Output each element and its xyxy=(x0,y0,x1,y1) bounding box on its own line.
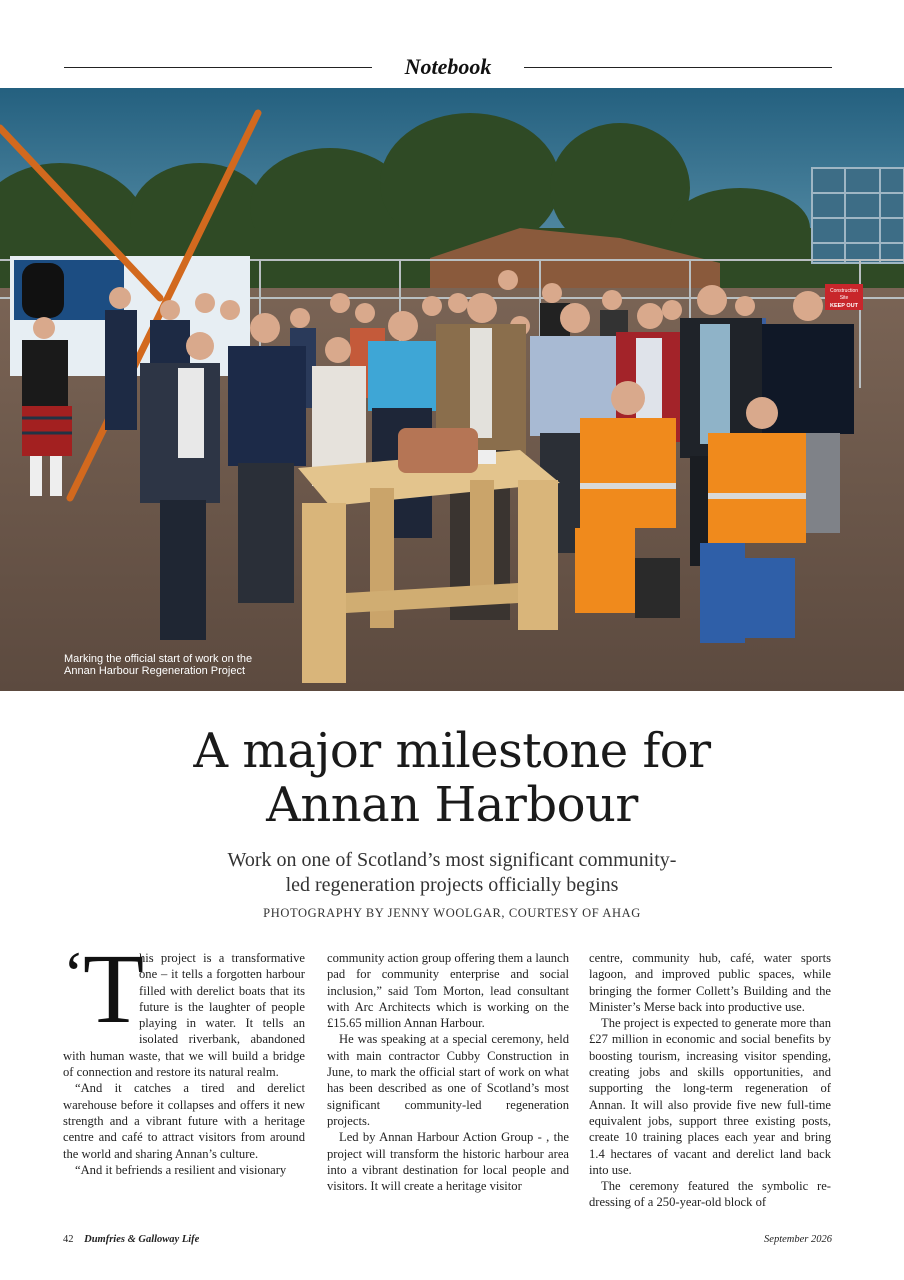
photo-caption xyxy=(64,653,364,677)
standfirst-line-1: Work on one of Scotland’s most significant community- xyxy=(227,849,677,871)
drop-cap-quote: ‘ xyxy=(63,938,85,1009)
photo-illustration xyxy=(0,88,904,691)
svg-text:Site: Site xyxy=(839,295,849,301)
section-label: Notebook xyxy=(404,54,492,79)
paragraph-6: Led by Annan Harbour Action Group - , the project will transform the historic harbour area into a vibrant destination for local people and visitors. It will create a heritage visitor xyxy=(327,1130,569,1194)
body-column-2 xyxy=(327,950,569,1194)
body-column-3 xyxy=(589,950,831,1211)
caption-line-2: Annan Harbour Regeneration Project xyxy=(64,665,246,677)
headline xyxy=(60,724,844,832)
header-rule-right xyxy=(524,67,832,68)
paragraph-3: “And it befriends a resilient and visionary xyxy=(75,1162,287,1177)
paragraph-7: centre, community hub, café, water sports lagoon, and improved public spaces, while bringing the former Collett’s Building and the Minister’s Merse back into productive use. xyxy=(589,951,831,1014)
paragraph-2: “And it catches a tired and derelict warehouse before it collapses and offers it new strength and a vibrant future with a heritage centre and café to attract visitors from around the world and sharing Annan’s culture. xyxy=(63,1081,305,1161)
page-number: 42 xyxy=(63,1234,74,1245)
paragraph-1-text: his project is a transformative one – it tells a forgotten harbour filled with derelict boats that its future is the laughter of people playing in water. It tells an isolated riverbank, abandoned with human waste, that we will build a bridge of connection and restore its natural realm. xyxy=(63,951,305,1080)
photo-credit: PHOTOGRAPHY BY JENNY WOOLGAR, COURTESY OF AHAG xyxy=(263,906,641,920)
section-header xyxy=(64,52,832,84)
svg-text:KEEP OUT: KEEP OUT xyxy=(829,303,859,309)
body-column-1 xyxy=(63,933,305,1178)
caption-line-1: Marking the official start of work on the xyxy=(64,653,253,665)
paragraph-5: He was speaking at a special ceremony, held with main contractor Cubby Construction in June, to mark the official start of work on what has been described as one of Scotland’s most significant community-led regeneration projects. xyxy=(327,1032,569,1128)
headline-line-2: Annan Harbour xyxy=(266,777,638,833)
paragraph-8: The project is expected to generate more than £27 million in economic and social benefits by boosting tourism, increasing visitor spending, creating jobs and skills opportunities, and supporting the long-term regeneration of Annan. It will also provide five new full-time equivalent jobs, support three existing posts, create 10 training places each year and bring 1.4 hectares of vacant and derelict land back into use. xyxy=(589,1016,831,1177)
standfirst xyxy=(170,848,734,898)
headline-line-1: A major milestone for xyxy=(193,723,711,779)
drop-cap-letter: T xyxy=(83,933,145,1044)
paragraph-4: community action group offering them a launch pad for community enterprise and social inclusion,” said Tom Morton, lead consultant with Arc Architects which is working on the £15.65 million Annan Harbour. xyxy=(327,951,569,1031)
paragraph-1 xyxy=(63,933,305,1080)
svg-text:Construction: Construction xyxy=(829,288,859,294)
issue-date: September 2026 xyxy=(764,1234,832,1245)
standfirst-line-2: led regeneration projects officially begins xyxy=(285,874,619,896)
page-footer-left xyxy=(63,1234,199,1245)
keep-out-sign xyxy=(825,284,863,310)
header-rule-left xyxy=(64,67,372,68)
paragraph-9: The ceremony featured the symbolic re-dressing of a 250-year-old block of xyxy=(589,1179,831,1210)
drop-cap xyxy=(63,933,145,1044)
scaffold-building xyxy=(812,168,904,263)
magazine-name: Dumfries & Galloway Life xyxy=(84,1234,200,1245)
lead-photo xyxy=(0,88,904,691)
